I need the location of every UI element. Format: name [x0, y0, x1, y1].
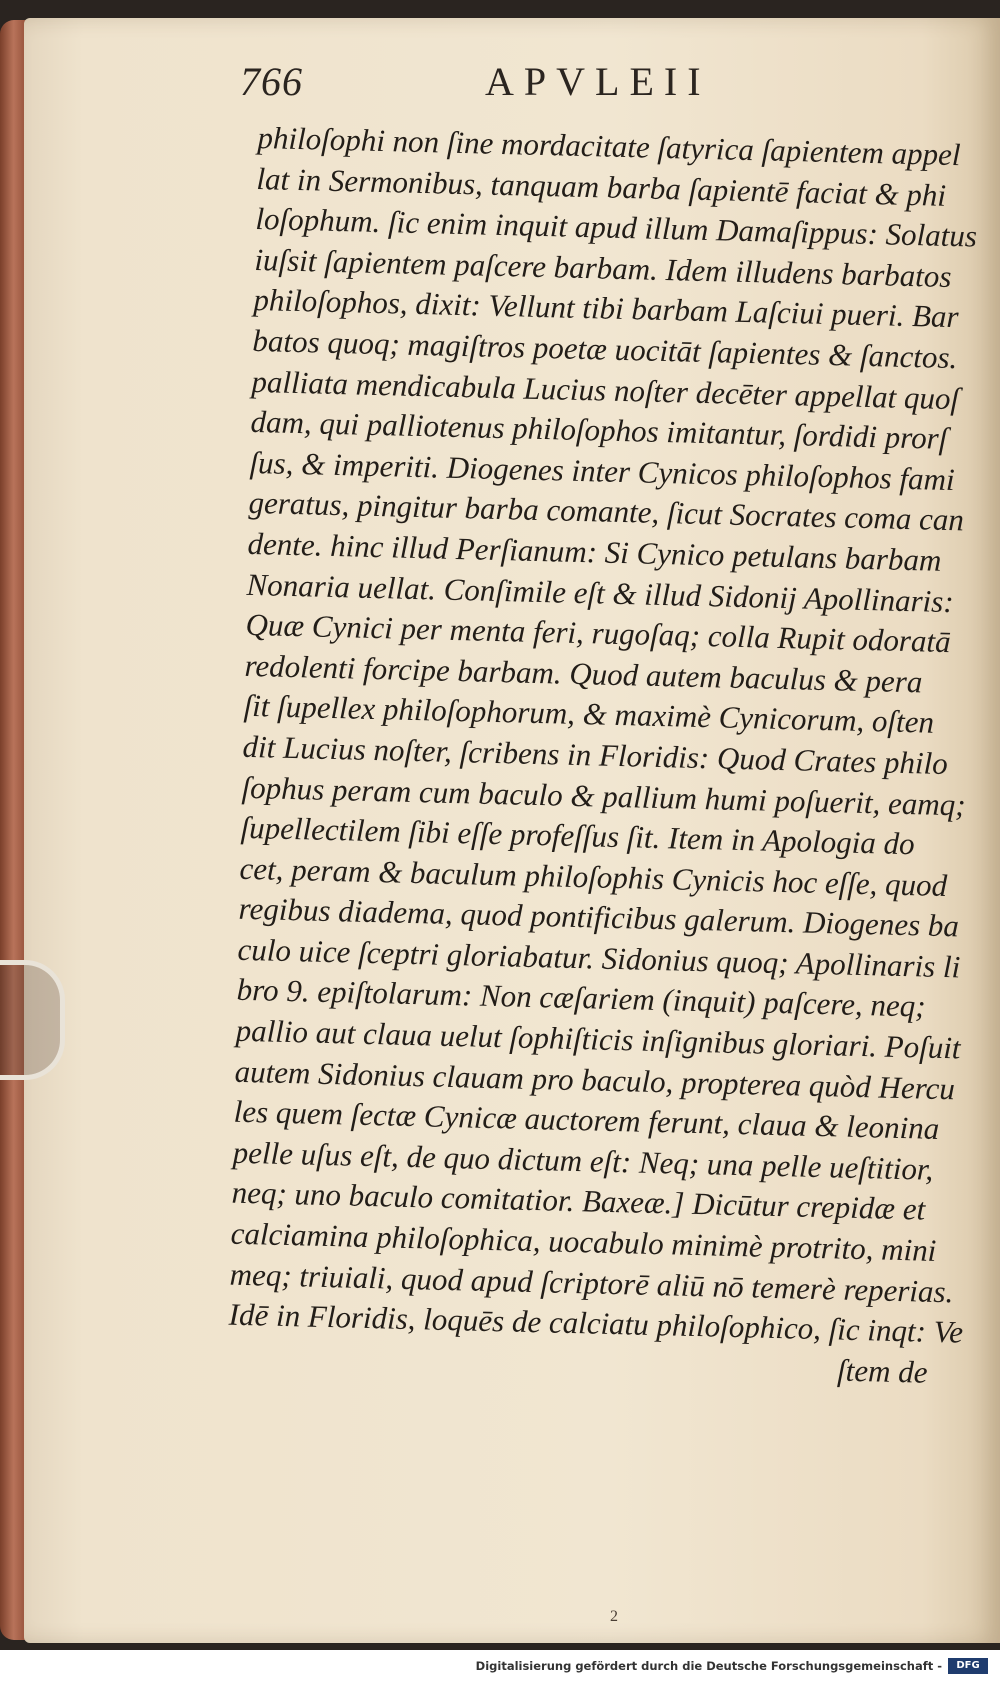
text-line: les quem ſectæ Cynicæ auctorem ferunt, claua & leonina: [233, 1093, 940, 1147]
text-line: ſit ſupellex philoſophorum, & maximè Cynicorum, oſten: [243, 688, 935, 741]
text-line: bro 9. epiſtolarum: Non cæſariem (inquit) paſcere, neq;: [236, 972, 926, 1025]
text-line: Nonaria uellat. Conſimile eſt & illud Sidonij Apollinaris:: [246, 566, 955, 619]
text-line: cet, peram & baculum philoſophis Cynicis hoc eſſe, quod: [239, 850, 948, 903]
text-line: neq; uno baculo comitatior. Baxeæ.] Dicūtur crepidæ et: [231, 1175, 926, 1228]
text-line: palliata mendicabula Lucius noſter decēter appellat quoſ: [251, 363, 960, 416]
text-line: dit Lucius noſter, ſcribens in Floridis: Quod Crates philo: [242, 728, 949, 781]
text-line: geratus, pingitur barba comante, ſicut Socrates coma can: [248, 485, 965, 538]
text-line: loſophum. ſic enim inquit apud illum Damaſippus: Solatus: [255, 201, 978, 254]
catchword: ſtem de: [836, 1352, 928, 1390]
funding-credit: Digitalisierung gefördert durch die Deutsche Forschungsgemeinschaft -: [475, 1659, 942, 1673]
text-line: ſophus peram cum baculo & pallium humi poſuerit, eamq;: [241, 769, 967, 822]
running-head: [240, 58, 940, 118]
text-line: dente. hinc illud Perſianum: Si Cynico petulans barbam: [247, 525, 942, 578]
text-line: calciamina philoſophica, uocabulo minimè protrito, mini: [230, 1215, 937, 1268]
signature-mark: 2: [610, 1608, 618, 1625]
text-line: Idē in Floridis, loquēs de calciatu philoſophico, ſic inqt: Ve: [228, 1296, 964, 1350]
page-number: 766: [240, 59, 303, 104]
book-clasp-icon: [0, 960, 65, 1080]
dfg-logo-icon: DFG: [948, 1658, 988, 1674]
body-text: [227, 118, 978, 1394]
text-line: regibus diadema, quod pontificibus galerum. Diogenes ba: [238, 891, 960, 944]
text-line: pallio aut claua uelut ſophiſticis inſignibus gloriari. Poſuit: [235, 1012, 961, 1066]
text-line: autem Sidonius clauam pro baculo, propterea quòd Hercu: [234, 1053, 956, 1106]
text-line: redolenti forcipe barbam. Quod autem baculus & pera: [244, 647, 923, 700]
text-line: lat in Sermonibus, tanquam barba ſapientē faciat & phi: [256, 160, 947, 213]
text-line: ſus, & imperiti. Diogenes inter Cynicos philoſophos fami: [249, 444, 956, 497]
text-line: meq; triuiali, quod apud ſcriptorē aliū nō temerè reperias.: [229, 1256, 954, 1309]
footer-bar: [0, 1650, 1000, 1682]
text-line: ſupellectilem ſibi eſſe profeſſus ſit. Item in Apologia do: [240, 809, 916, 862]
running-title: APVLEII: [485, 59, 711, 104]
text-line: philoſophos, dixit: Vellunt tibi barbam Laſciui pueri. Bar: [253, 282, 960, 335]
text-line: philoſophi non ſine mordacitate ſatyrica ſapientem appel: [257, 119, 961, 173]
text-line: iuſsit ſapientem paſcere barbam. Idem illudens barbatos: [254, 241, 952, 294]
text-line: batos quoq; magiſtros poetæ uocitāt ſapientes & ſanctos.: [252, 322, 958, 376]
text-line: dam, qui palliotenus philoſophos imitantur, ſordidi prorſ: [250, 404, 948, 457]
text-line: culo uice ſceptri gloriabatur. Sidonius quoq; Apollinaris li: [237, 931, 961, 985]
text-line: pelle uſus eſt, de quo dictum eſt: Neq; una pelle ueſtitior,: [232, 1134, 934, 1187]
text-line: Quæ Cynici per menta feri, rugoſaq; colla Rupit odoratā: [245, 606, 952, 660]
